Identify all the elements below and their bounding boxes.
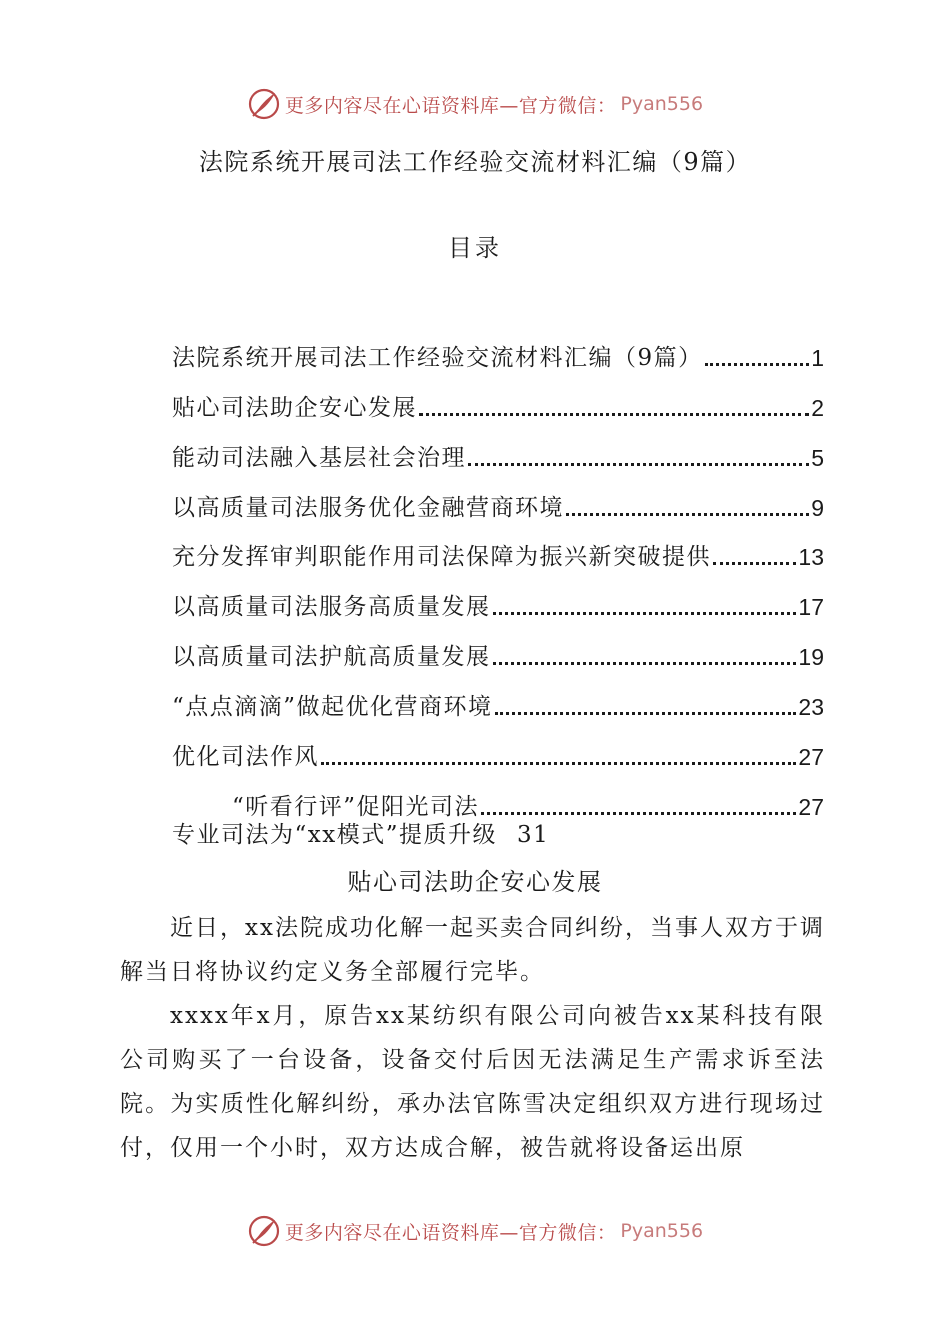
watermark-wechat-id: Pyan556 [620, 93, 704, 115]
toc-entry[interactable] [172, 771, 824, 821]
toc-entry-page: 17 [798, 594, 824, 621]
toc-entry-page: 1 [811, 344, 824, 371]
toc-entry[interactable] [172, 522, 824, 572]
quill-pen-icon [247, 87, 281, 121]
quill-pen-icon [247, 1214, 281, 1248]
toc-entry-title: 贴心司法助企安心发展 [172, 394, 417, 421]
paragraph: xxxx年x月，原告xx某纺织有限公司向被告xx某科技有限公司购买了一台设备，设备交付后因无法满足生产需求诉至法院。为实质性化解纠纷，承办法官陈雪决定组织双方进行现场过付，仅用一个小时，双方达成合解，被告就将设备运出原 [120, 1003, 825, 1161]
toc-entry-page: 13 [798, 544, 824, 571]
article-body [120, 906, 825, 1170]
toc-entry-page: 23 [798, 694, 824, 721]
watermark-text: 更多内容尽在心语资料库—官方微信： [284, 1221, 617, 1244]
paragraph: 近日，xx法院成功化解一起买卖合同纠纷，当事人双方于调解当日将协议约定义务全部履行完毕。 [120, 915, 825, 985]
toc-leader-dots [321, 762, 796, 765]
toc-leader-dots [566, 513, 809, 516]
toc-entry-title: “点点滴滴”做起优化营商环境 [172, 694, 493, 721]
document-title: 法院系统开展司法工作经验交流材料汇编（9篇） [198, 148, 752, 176]
toc-leader-dots [495, 712, 797, 715]
toc-entry[interactable] [172, 571, 824, 621]
toc-entry-page: 27 [798, 744, 824, 771]
toc-entry[interactable] [172, 322, 824, 372]
toc-entry-title: 以高质量司法护航高质量发展 [172, 644, 491, 671]
toc-entry-page: 19 [798, 644, 824, 671]
watermark-wechat-id: Pyan556 [620, 1220, 704, 1242]
toc-entry-page: 31 [516, 822, 550, 848]
toc-entry-page: 27 [798, 793, 824, 820]
toc-entry[interactable] [172, 422, 824, 472]
toc-leader-dots [705, 363, 810, 366]
section-title: 贴心司法助企安心发展 [347, 868, 603, 896]
toc-entry-title: 法院系统开展司法工作经验交流材料汇编（9篇） [172, 344, 703, 371]
toc-entry-page: 5 [811, 444, 824, 471]
footer-watermark [0, 1211, 950, 1251]
toc-leader-dots [468, 463, 809, 466]
toc-entry-unformatted[interactable] [172, 816, 549, 849]
toc-leader-dots [713, 562, 796, 565]
toc-entry-title: 专业司法为“xx模式”提质升级 [172, 822, 497, 848]
toc-entry-title: 以高质量司法服务优化金融营商环境 [172, 494, 564, 521]
toc-entry-title: 充分发挥审判职能作用司法保障为振兴新突破提供 [172, 544, 711, 571]
watermark-text: 更多内容尽在心语资料库—官方微信： [284, 94, 617, 117]
toc-entry[interactable] [172, 372, 824, 422]
toc-heading: 目录 [448, 234, 502, 262]
toc-entry-title: 优化司法作风 [172, 744, 319, 771]
header-watermark [0, 84, 950, 124]
toc-entry-title: 能动司法融入基层社会治理 [172, 444, 466, 471]
toc-entry-title: 以高质量司法服务高质量发展 [172, 594, 491, 621]
toc-leader-dots [493, 662, 797, 665]
toc-leader-dots [493, 612, 797, 615]
table-of-contents [172, 322, 824, 821]
toc-leader-dots [419, 413, 809, 416]
toc-entry-page: 9 [811, 494, 824, 521]
toc-entry[interactable] [172, 472, 824, 522]
toc-entry[interactable] [172, 621, 824, 671]
toc-entry[interactable] [172, 671, 824, 721]
toc-entry-page: 2 [811, 394, 824, 421]
toc-entry-title: “听看行评”促阳光司法 [232, 793, 480, 820]
toc-entry[interactable] [172, 721, 824, 771]
toc-leader-dots [481, 812, 796, 815]
